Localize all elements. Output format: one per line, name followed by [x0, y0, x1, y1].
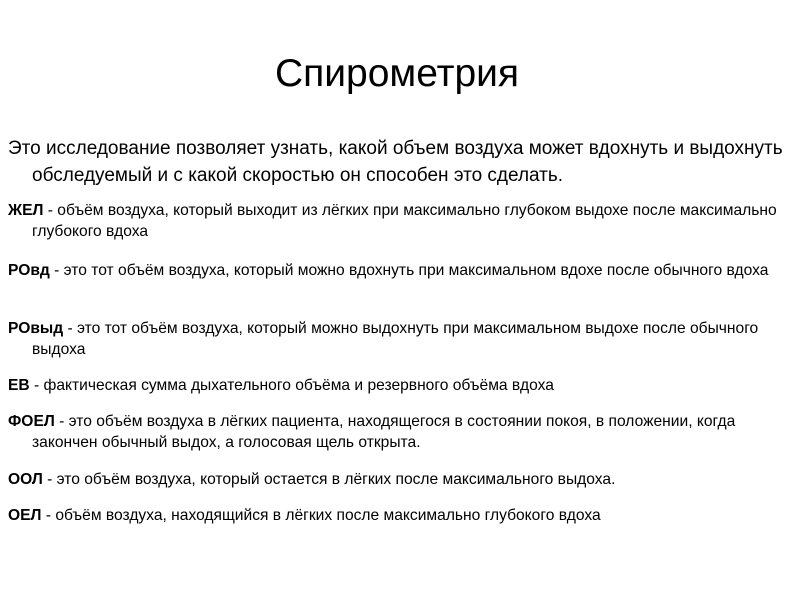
- definition-text: объём воздуха, находящийся в лёгких после максимально глубокого вдоха: [55, 507, 601, 524]
- definition-item: [8, 375, 788, 396]
- definition-text: это тот объём воздуха, который можно вдохнуть при максимальном вдохе после обычного вдоха: [63, 262, 769, 279]
- definition-separator: -: [63, 320, 77, 337]
- definition-item: [8, 200, 788, 242]
- definition-text: фактическая сумма дыхательного объёма и резервного объёма вдоха: [43, 377, 554, 394]
- definition-separator: -: [29, 377, 44, 394]
- definition-separator: -: [42, 471, 57, 488]
- definition-separator: -: [43, 202, 58, 219]
- definition-term: РОвд: [8, 262, 50, 279]
- definition-term: ЕВ: [8, 377, 30, 394]
- definition-term: ООЛ: [8, 471, 43, 488]
- definition-text: это тот объём воздуха, который можно выдохнуть при максимальном выдохе после обычного выдоха: [32, 320, 759, 358]
- definition-separator: -: [54, 413, 69, 430]
- definition-item: [8, 505, 788, 526]
- definition-item: [8, 469, 788, 490]
- definition-item: [8, 411, 788, 453]
- definition-term: ЖЕЛ: [8, 202, 44, 219]
- definition-term: РОвыд: [8, 320, 64, 337]
- definition-item: [8, 318, 788, 360]
- slide-title: Спирометрия: [274, 52, 520, 95]
- definition-item: [8, 260, 788, 281]
- definition-text: объём воздуха, который выходит из лёгких при максимально глубоком выдохе после максимально глубокого вдоха: [32, 202, 777, 240]
- definition-text: это объём воздуха, который остается в лёгких после максимального выдоха.: [56, 471, 616, 488]
- definition-term: ОЕЛ: [8, 507, 42, 524]
- definition-text: это объём воздуха в лёгких пациента, находящегося в состоянии покоя, в положении, когда закончен обычный выдох, а голосовая щель открыта.: [32, 413, 736, 451]
- definition-separator: -: [41, 507, 56, 524]
- intro-paragraph: Это исследование позволяет узнать, какой объем воздуха может вдохнуть и выдохнуть обследуемый и с какой скоростью он способен это сделать.: [8, 138, 783, 186]
- definition-term: ФОЕЛ: [8, 413, 55, 430]
- definition-separator: -: [49, 262, 64, 279]
